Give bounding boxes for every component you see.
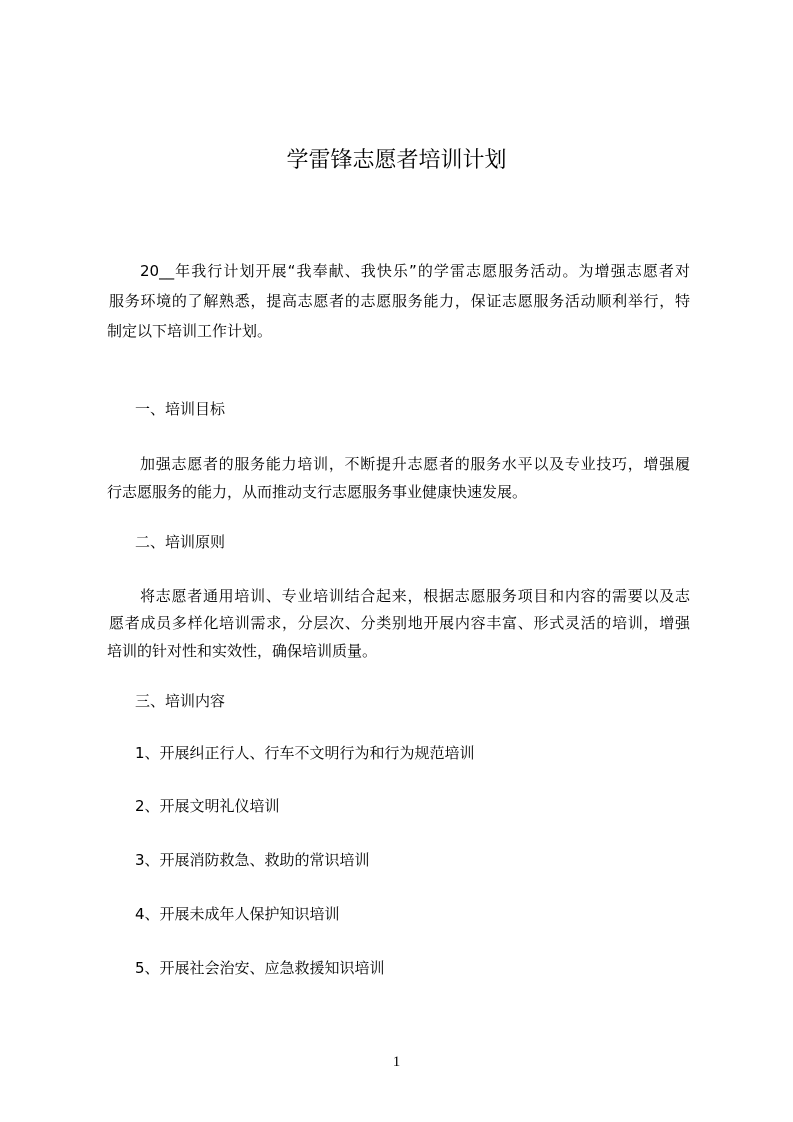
document-title: 学雷锋志愿者培训计划 [286, 148, 507, 173]
page-number: 1 [392, 1054, 401, 1070]
paragraph-line: 将志愿者通用培训、专业培训结合起来，根据志愿服务项目和内容的需要以及志 [140, 587, 690, 605]
section-heading: 一、培训目标 [135, 400, 226, 418]
paragraph-line: 行志愿服务的能力，从而推动支行志愿服务事业健康快速发展。 [107, 483, 528, 501]
list-item: 2、开展文明礼仪培训 [135, 797, 280, 815]
section-heading: 三、培训内容 [135, 692, 226, 710]
paragraph-line: 培训的针对性和实效性，确保培训质量。 [107, 642, 378, 660]
paragraph-line: 愿者成员多样化培训需求，分层次、分类别地开展内容丰富、形式灵活的培训，增强 [109, 614, 690, 632]
section-heading: 二、培训原则 [135, 533, 226, 551]
paragraph-line: 20__年我行计划开展“我奉献、我快乐”的学雷志愿服务活动。为增强志愿者对 [140, 262, 690, 280]
list-item: 3、开展消防救急、救助的常识培训 [135, 851, 370, 869]
paragraph-line: 加强志愿者的服务能力培训，不断提升志愿者的服务水平以及专业技巧，增强履 [140, 455, 690, 473]
paragraph-line: 制定以下培训工作计划。 [107, 322, 273, 340]
paragraph-line: 服务环境的了解熟悉，提高志愿者的志愿服务能力，保证志愿服务活动顺利举行，特 [109, 292, 690, 310]
list-item: 4、开展未成年人保护知识培训 [135, 905, 340, 923]
list-item: 5、开展社会治安、应急救援知识培训 [135, 959, 385, 977]
list-item: 1、开展纠正行人、行车不文明行为和行为规范培训 [135, 744, 475, 762]
